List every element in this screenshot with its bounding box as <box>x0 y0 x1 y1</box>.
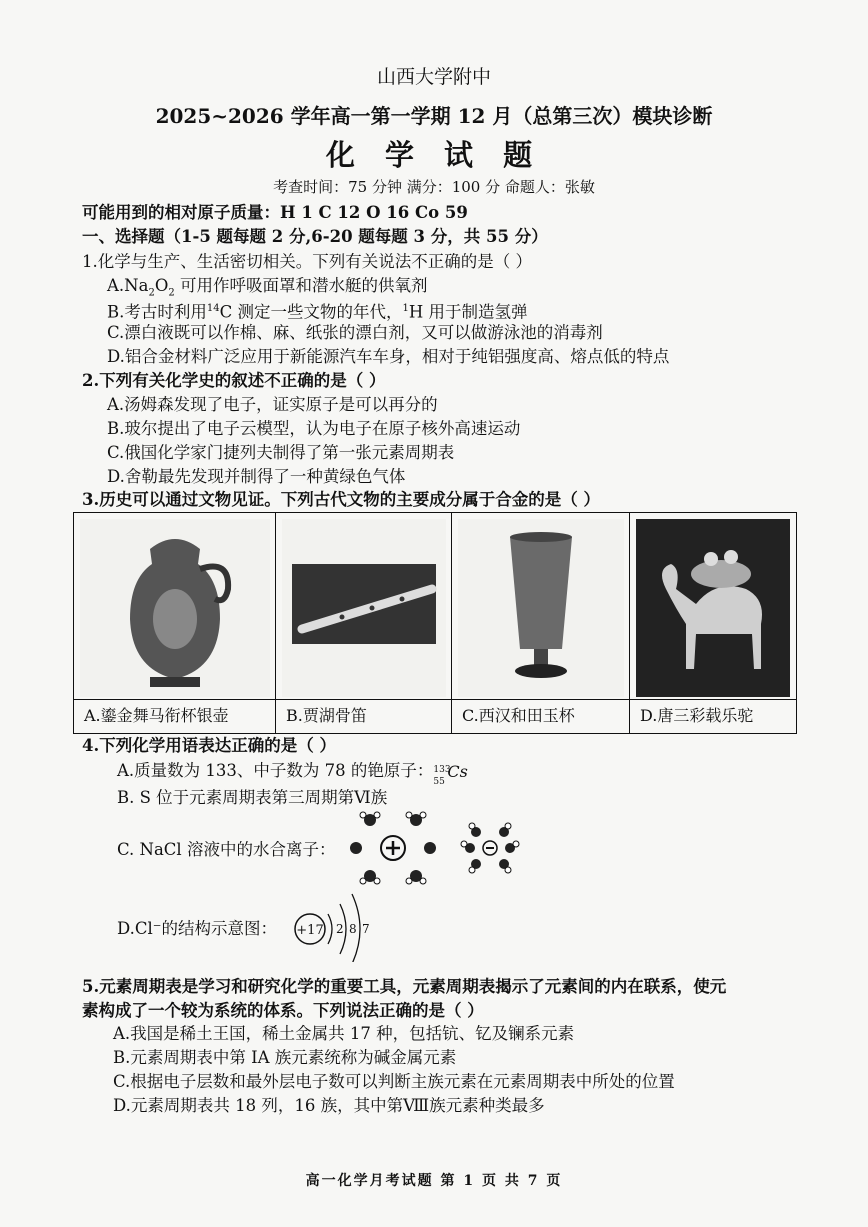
q4-option-c: C. NaCl 溶液中的水合离子： <box>117 840 336 859</box>
q4-stem: 4.下列化学用语表达正确的是（ ） <box>82 736 336 755</box>
q2-option-d: D.舍勒最先发现并制得了一种黄绿色气体 <box>107 467 406 486</box>
q2-option-b: B.玻尔提出了电子云模型，认为电子在原子核外高速运动 <box>107 419 521 438</box>
q1-stem: 1.化学与生产、生活密切相关。下列有关说法不正确的是（ ） <box>82 252 532 271</box>
artifact-cell-a <box>74 513 276 733</box>
subject-title: 化 学 试 题 <box>325 138 543 172</box>
jade-cup-image <box>458 519 624 697</box>
school-name: 山西大学附中 <box>376 66 491 88</box>
q1-option-a: $A.Na_2O_2$ 可用作呼吸面罩和潜水艇的供氧剂 <box>107 276 428 299</box>
chloride-structure-diagram <box>290 886 380 962</box>
q5-option-a: A.我国是稀土王国，稀土金属共 17 种，包括钪、钇及镧系元素 <box>113 1024 575 1043</box>
cl-shell-1: 2 <box>336 922 344 936</box>
cl-shell-2: 8 <box>349 922 357 936</box>
q5-stem-line2: 素构成了一个较为系统的体系。下列说法正确的是（ ） <box>82 1001 484 1020</box>
silver-pot-image <box>80 519 270 697</box>
hydrated-chloride-ion <box>461 823 519 873</box>
q1-option-c: C.漂白液既可以作棉、麻、纸张的漂白剂，又可以做游泳池的消毒剂 <box>107 323 603 342</box>
atomic-mass-line: 可能用到的相对原子质量：H 1 C 12 O 16 Co 59 <box>82 203 468 222</box>
artifact-cell-b <box>276 513 452 733</box>
q1-option-b: B.考古时利用$^{14}$C 测定一些文物的年代，$^1$H 用于制造氢弹 <box>107 302 528 322</box>
q5-option-b: B.元素周期表中第 IA 族元素统称为碱金属元素 <box>113 1048 457 1067</box>
artifact-caption-c: C.西汉和田玉杯 <box>452 699 629 734</box>
bone-flute-image <box>282 519 446 697</box>
cl-nucleus-charge: +17 <box>296 923 324 938</box>
q2-option-c: C.俄国化学家门捷列夫制得了第一张元素周期表 <box>107 443 455 462</box>
q5-option-c: C.根据电子层数和最外层电子数可以判断主族元素在元素周期表中所处的位置 <box>113 1072 675 1091</box>
artifact-cell-d <box>630 513 796 733</box>
page-footer: 高一化学月考试题 第 1 页 共 7 页 <box>305 1173 563 1189</box>
tri-color-camel-image <box>636 519 790 697</box>
cl-shell-3: 7 <box>362 922 370 936</box>
hydrated-sodium-ion <box>350 812 436 884</box>
artifact-caption-d: D.唐三彩载乐驼 <box>630 699 796 734</box>
q5-option-d: D.元素周期表共 18 列，16 族，其中第Ⅷ族元素种类最多 <box>113 1096 545 1115</box>
artifact-table <box>73 512 797 734</box>
q4-option-a: A.质量数为 133、中子数为 78 的铯原子： 133 55 Cs <box>117 761 468 787</box>
q4-option-b: B. S 位于元素周期表第三周期第Ⅵ族 <box>117 788 388 807</box>
artifact-caption-a: A.鎏金舞马衔杯银壶 <box>74 699 275 734</box>
q1-option-d: D.铝合金材料广泛应用于新能源汽车车身，相对于纯铝强度高、熔点低的特点 <box>107 347 670 366</box>
artifact-caption-b: B.贾湖骨笛 <box>276 699 451 734</box>
q2-stem: 2.下列有关化学史的叙述不正确的是（ ） <box>82 371 386 390</box>
q5-stem-line1: 5.元素周期表是学习和研究化学的重要工具，元素周期表揭示了元素间的内在联系，使元 <box>82 977 727 996</box>
section-title: 一、选择题（1-5 题每题 2 分,6-20 题每题 3 分，共 55 分） <box>82 227 548 246</box>
exam-meta: 考查时间：75 分钟 满分：100 分 命题人：张敏 <box>273 178 595 196</box>
exam-title: 2025~2026 学年高一第一学期 12 月（总第三次）模块诊断 <box>155 104 713 128</box>
q4-option-d: D.Cl⁻的结构示意图： <box>117 919 277 938</box>
q3-stem: 3.历史可以通过文物见证。下列古代文物的主要成分属于合金的是（ ） <box>82 490 600 509</box>
q2-option-a: A.汤姆森发现了电子，证实原子是可以再分的 <box>107 395 438 414</box>
cesium-isotope-symbol: 133 55 Cs <box>433 761 468 787</box>
artifact-cell-c <box>452 513 630 733</box>
hydrated-ions-diagram <box>348 806 528 890</box>
